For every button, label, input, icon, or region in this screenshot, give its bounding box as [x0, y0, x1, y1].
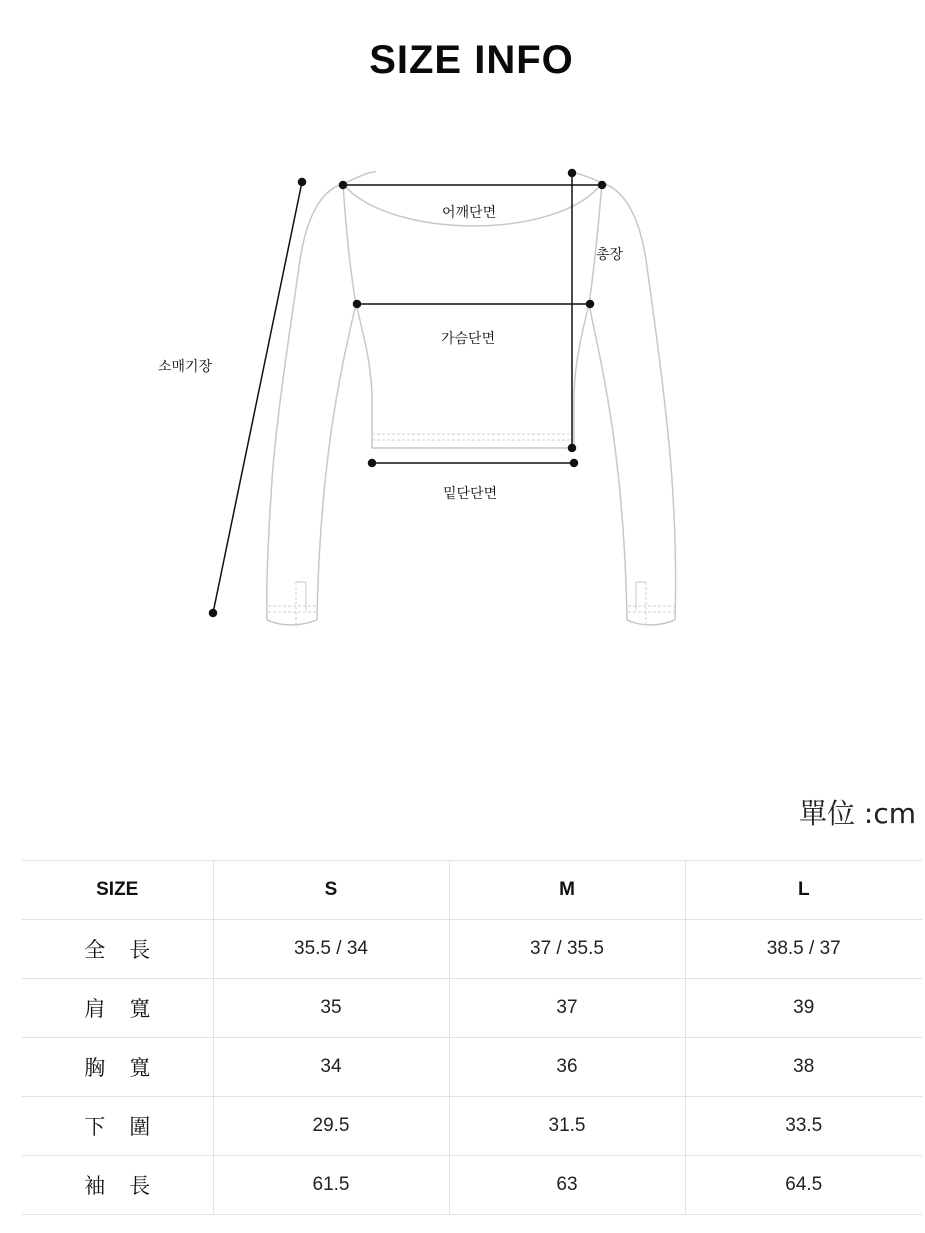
row-label: 下圍: [22, 1097, 213, 1156]
table-cell: 35.5 / 34: [213, 920, 449, 979]
table-cell: 37 / 35.5: [449, 920, 685, 979]
table-header-row: [22, 861, 922, 920]
page-title: SIZE INFO: [369, 38, 574, 82]
header-cell: M: [449, 861, 685, 920]
table-row: [22, 1097, 922, 1156]
table-row: [22, 979, 922, 1038]
table-row: [22, 920, 922, 979]
row-label: 肩寬: [22, 979, 213, 1038]
hem-measure-line: [369, 460, 578, 467]
table-cell: 38: [685, 1038, 922, 1097]
chest-label: 가슴단면: [441, 331, 496, 347]
size-table: [22, 860, 922, 1215]
header-cell: S: [213, 861, 449, 920]
length-label: 총장: [596, 247, 624, 263]
shoulder-measure-line: [340, 182, 606, 189]
table-cell: 35: [213, 979, 449, 1038]
garment-outline: [267, 172, 676, 625]
row-label: 胸寬: [22, 1038, 213, 1097]
shoulder-label: 어깨단면: [442, 205, 497, 221]
unit-label: 單位 :cm: [798, 797, 916, 830]
garment-illustration: [0, 150, 925, 650]
table-row: [22, 1038, 922, 1097]
sleeve-label: 소매기장: [158, 359, 213, 375]
table-row: [22, 1156, 922, 1215]
table-cell: 63: [449, 1156, 685, 1215]
table-cell: 39: [685, 979, 922, 1038]
cuff-openings: [296, 582, 646, 610]
table-cell: 36: [449, 1038, 685, 1097]
table-cell: 64.5: [685, 1156, 922, 1215]
row-label: 袖長: [22, 1156, 213, 1215]
table-cell: 37: [449, 979, 685, 1038]
row-label: 全長: [22, 920, 213, 979]
garment-diagram: [0, 150, 925, 650]
header-cell: SIZE: [22, 861, 213, 920]
table-cell: 29.5: [213, 1097, 449, 1156]
table-cell: 38.5 / 37: [685, 920, 922, 979]
sleeve-measure-line: [210, 179, 306, 617]
hem-label: 밑단단면: [443, 486, 498, 502]
table-cell: 61.5: [213, 1156, 449, 1215]
header-cell: L: [685, 861, 922, 920]
table-cell: 33.5: [685, 1097, 922, 1156]
table-cell: 34: [213, 1038, 449, 1097]
chest-measure-line: [354, 301, 594, 308]
table-cell: 31.5: [449, 1097, 685, 1156]
